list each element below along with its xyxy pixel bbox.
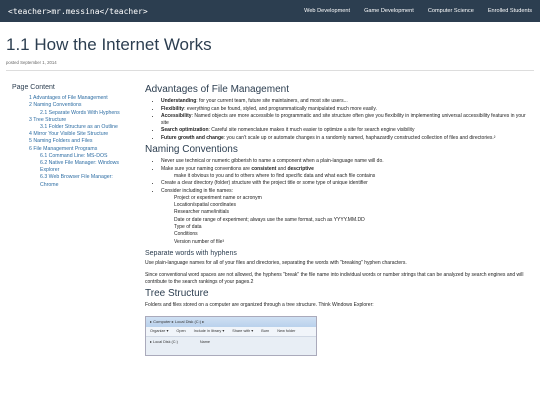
toc-link[interactable]: 2.1 Separate Words With Hyphens [40,109,120,116]
explorer-address-bar: ▸ Computer ▸ Local Disk (C:) ▸ [146,317,316,327]
toc-link[interactable]: 6.1 Command Line: MS-DOS [40,152,108,159]
nav-link-web-development[interactable]: Web Development [304,8,351,14]
toc-link[interactable]: 4 Mirror Your Visible Site Structure [29,131,109,138]
list-item: • Future growth and change: you can't scale up or automate changes in a randomly named, haphazardly constructed collection of files and directories.² [161,135,533,142]
list-item: • Search optimization: Careful site nomenclature makes it much easier to optimize a site for search engine visibility [161,127,533,134]
windows-explorer-screenshot [145,316,317,356]
posted-date: posted September 1, 2014 [6,60,57,65]
brand-logo[interactable]: <teacher>mr.messina</teacher> [8,6,148,16]
section-heading-tree: Tree Structure [145,288,209,300]
paragraph: Use plain-language names for all of your files and directories, separating the words with "breaking" hyphen characters. [145,260,407,267]
list-item: • Understanding: for your current team, future site maintainers, and most site users... [161,98,533,105]
list-item: • Accessibility: Named objects are more accessible to programmatic and site structure often give you flexibility in implementing universal accessibility features in your site [161,113,533,128]
divider [6,70,534,71]
list-subitem: Type of data [174,224,202,231]
explorer-toolbar: Organize ▾ Open Include in library ▾ Share with ▾ Burn New folder [146,327,316,337]
list-item: • Never use technical or numeric gibberish to name a component when a plain-language name will do. [161,158,533,165]
nav-link-game-development[interactable]: Game Development [364,8,414,14]
naming-list [145,158,533,246]
explorer-row: ▸ Local Disk (C:) Name [150,339,210,344]
paragraph: Folders and files stored on a computer are organized through a tree structure. Think Windows Explorer: [145,302,374,309]
table-of-contents [2,84,130,189]
list-subitem: Date or date range of experiment; always use the same format, such as YYYY.MM.DD [174,216,365,223]
toc-link[interactable]: 3.1 Folder Structure as an Outline [40,124,118,131]
list-subtext: make it obvious to you and to others where to find specific data and what each file contains [174,172,376,179]
toc-link[interactable]: 6 File Management Programs [29,145,98,152]
section-heading-advantages: Advantages of File Management [145,84,289,95]
section-heading-naming: Naming Conventions [145,144,238,156]
main-content [145,86,533,356]
nav-links [304,8,532,14]
list-item: • Flexibility: everything can be found, styled, and programmatically manipulated much more easily. [161,106,533,113]
toc-heading: Page Content [12,84,55,91]
nav-link-computer-science[interactable]: Computer Science [427,8,474,14]
advantages-list [145,98,533,142]
list-item: • Make sure your naming conventions are consistent and descriptive make it obvious to you and to others where to find specific data and what each file contains [161,166,533,181]
list-subitem: Version number of file³ [174,238,225,245]
list-item: • Consider including in file names: Project or experiment name or acronym Location/spatial coordinates Researcher name/initials Date or date range of experiment; always use the same format, such as YYYY.MM.DD Type of data Conditions Version number of file³ [161,188,533,246]
section-heading-hyphens: Separate words with hyphens [145,249,237,257]
list-subitem: Researcher name/initials [174,209,230,216]
list-subitem: Conditions [174,231,198,238]
toc-link[interactable]: 1 Advantages of File Management [29,95,108,102]
toc-link[interactable]: 6.2 Native File Manager: Windows Explorer [40,160,119,174]
list-subitem: Project or experiment name or acronym [174,194,262,201]
list-subitem: Location/spatial coordinates [174,202,236,209]
list-item: • Create a clear directory (folder) structure with the project title or some type of unique identifier [161,180,533,187]
navbar [0,0,540,22]
paragraph: Since conventional word spaces are not allowed, the hyphens "break" the file name into individual words or number strings that can be analyzed by search engines and will contribute to the search rankings of your pages.2 [145,271,524,285]
toc-link[interactable]: 3 Tree Structure [29,116,67,123]
toc-link[interactable]: 5 Naming Folders and Files [29,138,93,145]
toc-link[interactable]: 6.3 Web Browser File Manager: Chrome [40,174,113,188]
nav-link-enrolled-students[interactable]: Enrolled Students [487,8,532,14]
page-title: 1.1 How the Internet Works [6,35,212,54]
toc-link[interactable]: 2 Naming Conventions [29,102,82,109]
